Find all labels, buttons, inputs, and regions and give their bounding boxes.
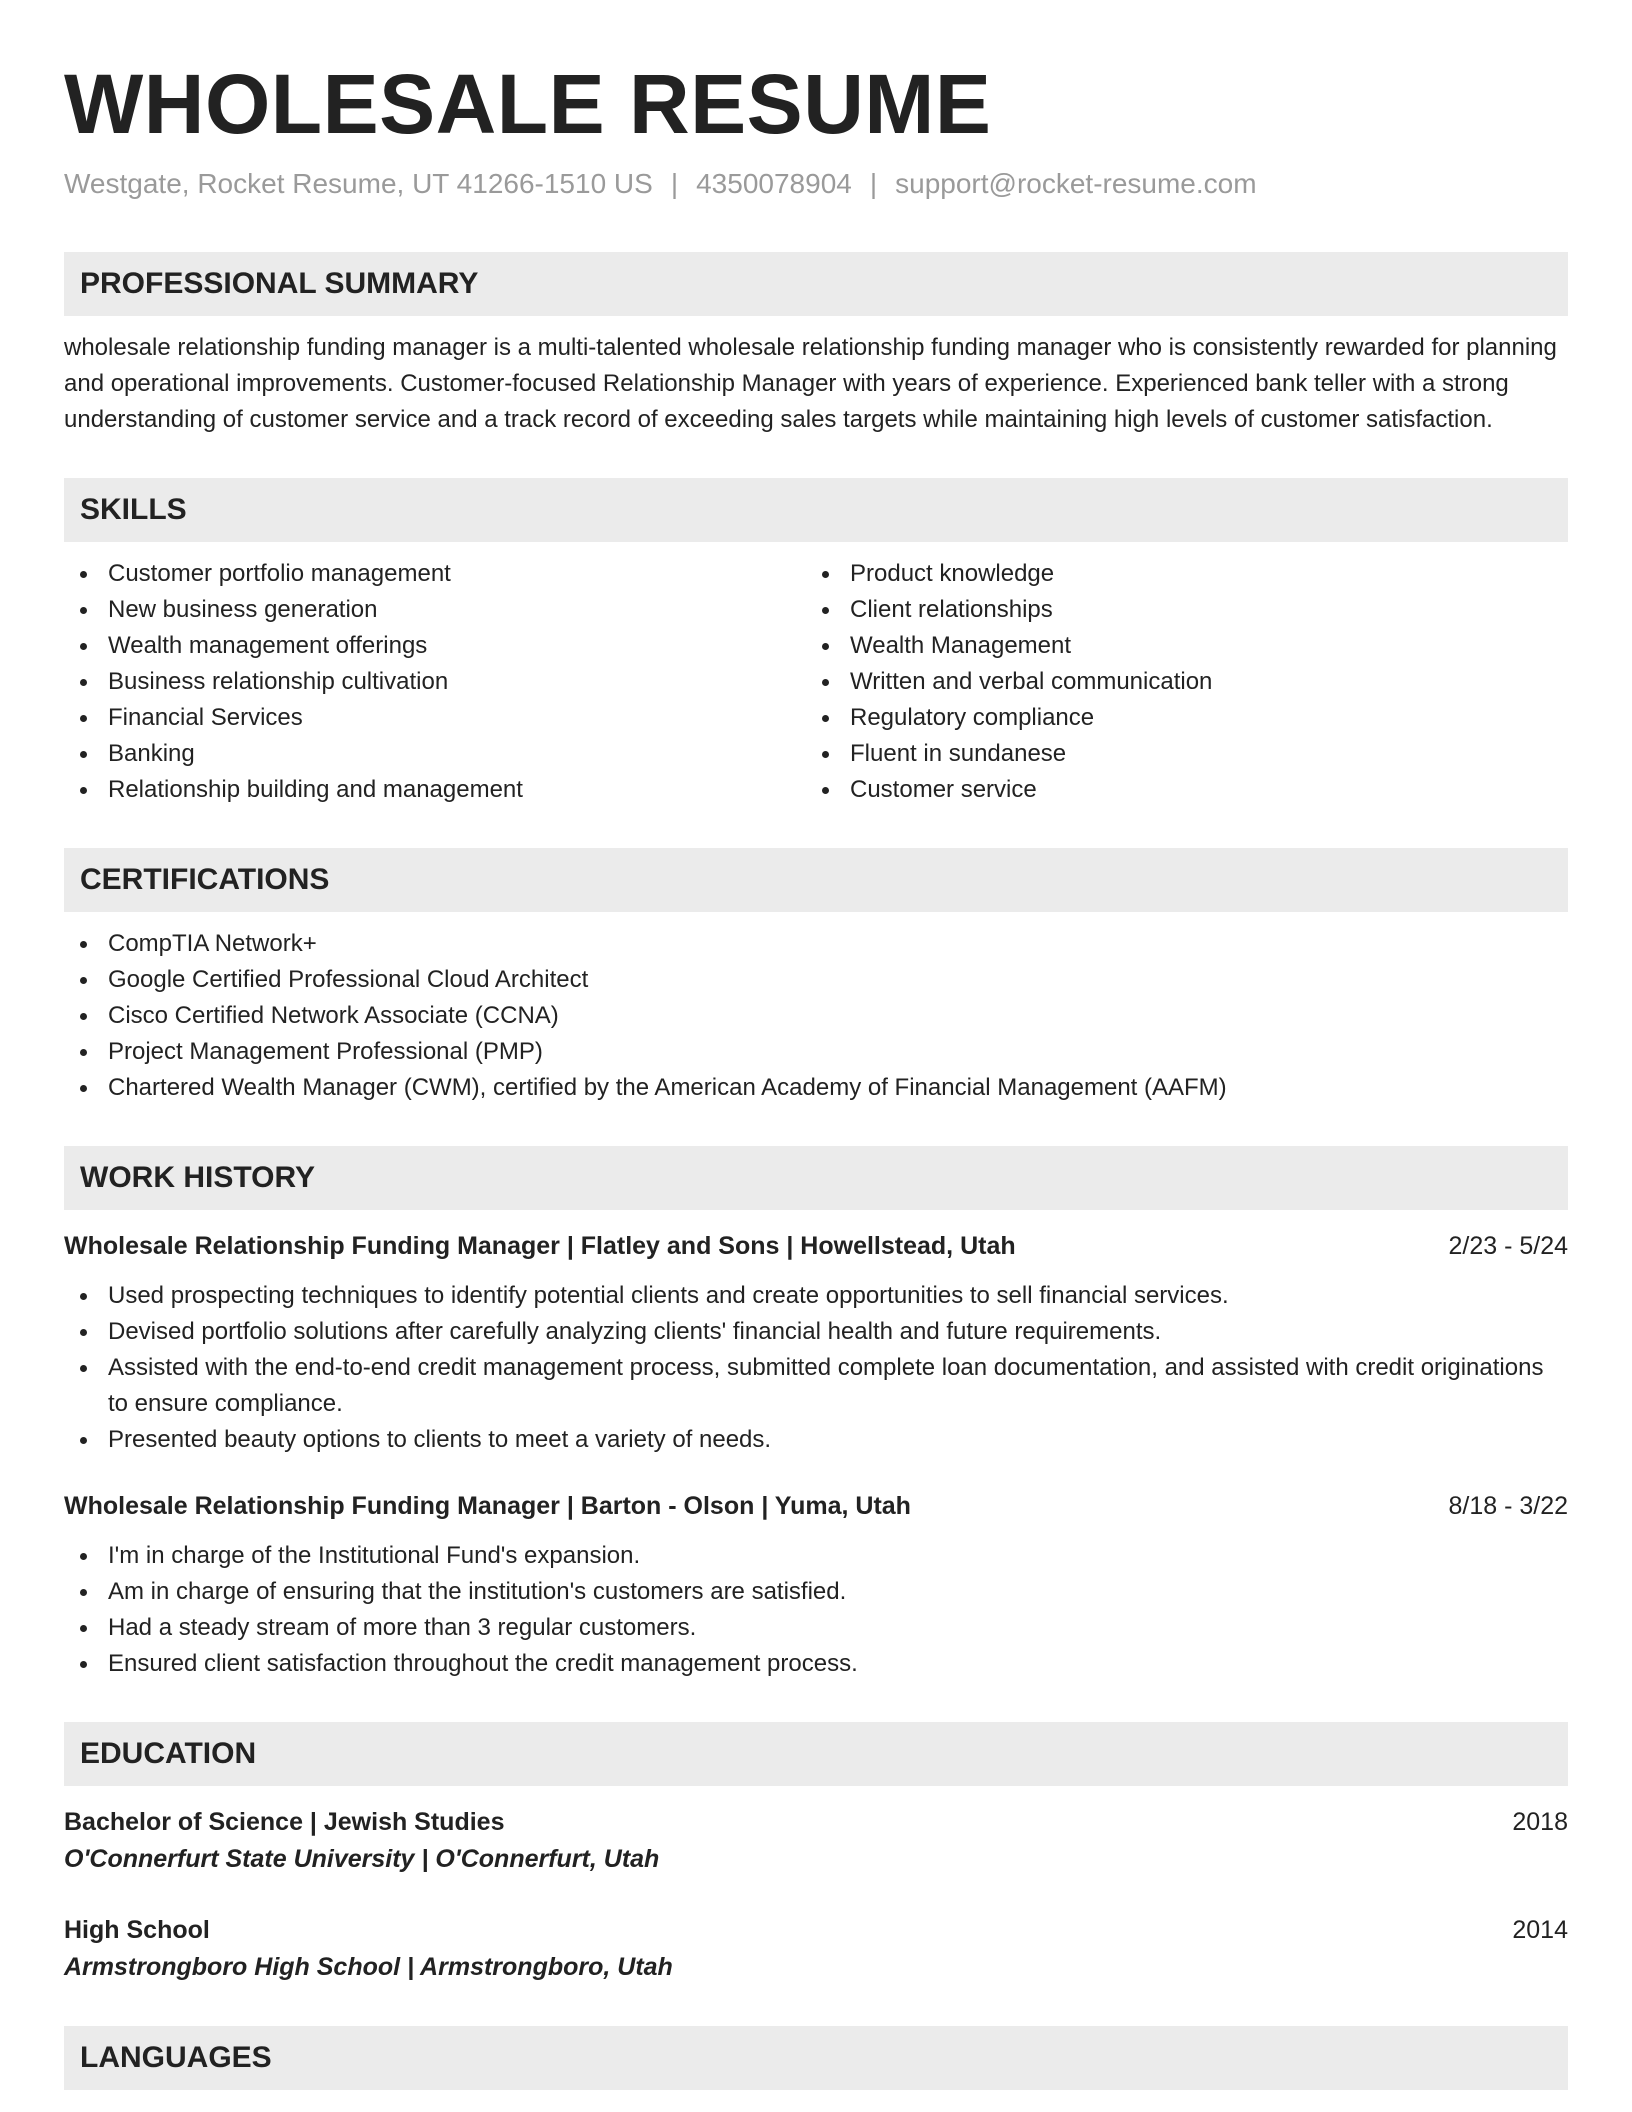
education-header — [64, 1804, 1568, 1840]
education-entry — [64, 1804, 1568, 1878]
job-bullet: Devised portfolio solutions after carefully analyzing clients' financial health and future requirements. — [64, 1314, 1568, 1350]
skill-item: Banking — [64, 736, 806, 772]
job-bullet: I'm in charge of the Institutional Fund's expansion. — [64, 1538, 1568, 1574]
job-bullet: Am in charge of ensuring that the institution's customers are satisfied. — [64, 1574, 1568, 1610]
job-entry — [64, 1228, 1568, 1458]
certification-item: CompTIA Network+ — [64, 926, 1568, 962]
job-bullet: Ensured client satisfaction throughout the credit management process. — [64, 1646, 1568, 1682]
certifications-heading: CERTIFICATIONS — [64, 848, 1568, 912]
skill-item: Relationship building and management — [64, 772, 806, 808]
skill-item: Fluent in sundanese — [806, 736, 1548, 772]
contact-separator: | — [869, 167, 878, 199]
education-school: O'Connerfurt State University | O'Connerfurt, Utah — [64, 1845, 660, 1874]
education-year: 2018 — [1512, 1808, 1568, 1837]
resume-name: WHOLESALE RESUME — [64, 57, 992, 151]
job-title: Wholesale Relationship Funding Manager | Flatley and Sons | Howellstead, Utah — [64, 1232, 1016, 1261]
certification-item: Chartered Wealth Manager (CWM), certified by the American Academy of Financial Management (AAFM) — [64, 1070, 1568, 1106]
certification-item: Project Management Professional (PMP) — [64, 1034, 1568, 1070]
skill-item: Wealth Management — [806, 628, 1548, 664]
work-history-heading: WORK HISTORY — [64, 1146, 1568, 1210]
skills-columns — [64, 556, 1568, 808]
certification-item: Cisco Certified Network Associate (CCNA) — [64, 998, 1568, 1034]
job-entry — [64, 1488, 1568, 1682]
job-bullets — [64, 1538, 1568, 1682]
skill-item: Product knowledge — [806, 556, 1548, 592]
job-dates: 2/23 - 5/24 — [1448, 1232, 1568, 1261]
contact-email[interactable]: support@rocket-resume.com — [895, 167, 1257, 199]
job-bullet: Assisted with the end-to-end credit management process, submitted complete loan documentation, and assisted with credit originations to ensure compliance. — [64, 1350, 1568, 1422]
job-bullets — [64, 1278, 1568, 1458]
job-bullet: Presented beauty options to clients to meet a variety of needs. — [64, 1422, 1568, 1458]
languages-heading: LANGUAGES — [64, 2026, 1568, 2090]
skill-item: Financial Services — [64, 700, 806, 736]
contact-separator: | — [670, 167, 679, 199]
job-header — [64, 1228, 1568, 1264]
contact-phone: 4350078904 — [696, 167, 852, 199]
skill-item: Written and verbal communication — [806, 664, 1548, 700]
job-title: Wholesale Relationship Funding Manager | Barton - Olson | Yuma, Utah — [64, 1492, 911, 1521]
skills-heading: SKILLS — [64, 478, 1568, 542]
skill-item: New business generation — [64, 592, 806, 628]
education-degree: Bachelor of Science | Jewish Studies — [64, 1808, 505, 1837]
education-year: 2014 — [1512, 1916, 1568, 1945]
certifications-list — [64, 926, 1568, 1106]
skill-item: Wealth management offerings — [64, 628, 806, 664]
job-bullet: Had a steady stream of more than 3 regular customers. — [64, 1610, 1568, 1646]
certification-item: Google Certified Professional Cloud Architect — [64, 962, 1568, 998]
contact-line — [64, 167, 1568, 201]
job-dates: 8/18 - 3/22 — [1448, 1492, 1568, 1521]
skill-item: Business relationship cultivation — [64, 664, 806, 700]
skill-item: Regulatory compliance — [806, 700, 1548, 736]
skill-item: Customer service — [806, 772, 1548, 808]
education-heading: EDUCATION — [64, 1722, 1568, 1786]
skills-list-left — [64, 556, 806, 808]
skill-item: Customer portfolio management — [64, 556, 806, 592]
job-header — [64, 1488, 1568, 1524]
education-entry — [64, 1912, 1568, 1986]
summary-heading: PROFESSIONAL SUMMARY — [64, 252, 1568, 316]
summary-text: wholesale relationship funding manager is a multi-talented wholesale relationship funding manager who is consistently rewarded for planning and operational improvements. Customer-focused Relationship Manager with years of experience. Experienced bank teller with a strong understanding of customer service and a track record of exceeding sales targets while maintaining high levels of customer satisfaction. — [64, 334, 1557, 434]
skill-item: Client relationships — [806, 592, 1548, 628]
education-school: Armstrongboro High School | Armstrongboro, Utah — [64, 1953, 673, 1982]
skills-list-right — [806, 556, 1548, 808]
job-bullet: Used prospecting techniques to identify potential clients and create opportunities to sell financial services. — [64, 1278, 1568, 1314]
education-degree: High School — [64, 1916, 210, 1945]
education-header — [64, 1912, 1568, 1948]
contact-address: Westgate, Rocket Resume, UT 41266-1510 US — [64, 167, 653, 199]
